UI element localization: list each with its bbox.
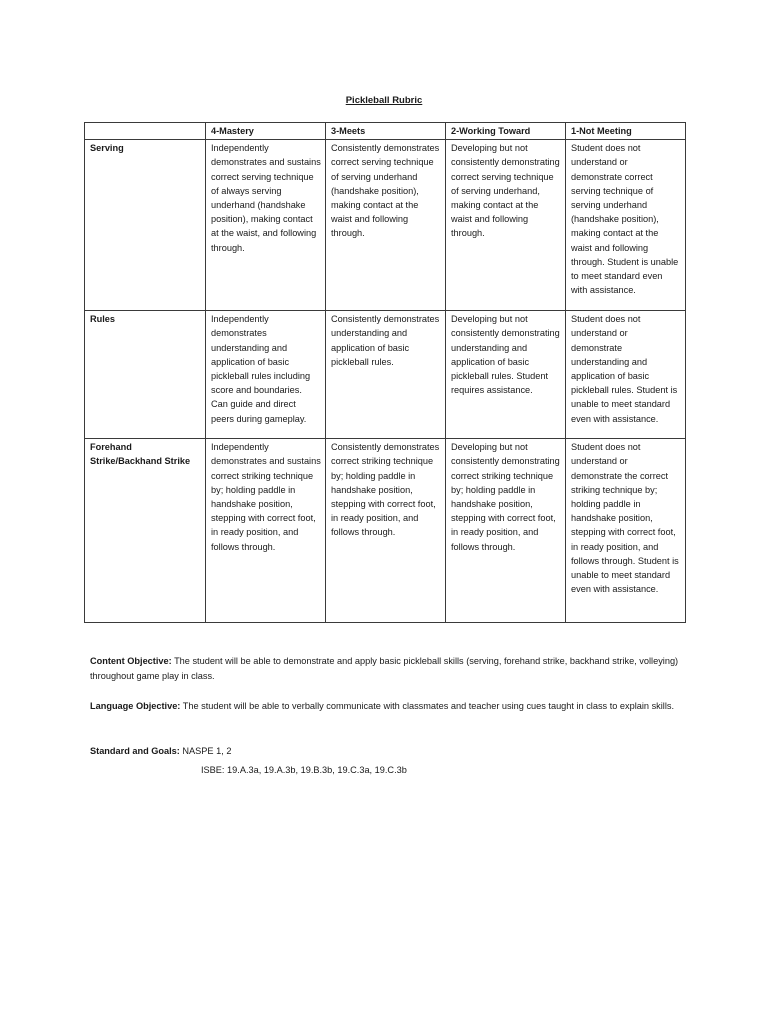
table-cell: Student does not understand or demonstrate the correct striking technique by; holding paddle in handshake position, stepping with correct foot, in ready position, and follows through. Student is unable to meet standard even with assistance. <box>566 439 686 623</box>
table-cell: Student does not understand or demonstrate understanding and application of basic pickleball rules. Student is unable to meet standard even with assistance. <box>566 311 686 439</box>
header-working-toward: 2-Working Toward <box>446 123 566 140</box>
content-objective-label: Content Objective: <box>90 656 172 666</box>
header-blank <box>85 123 206 140</box>
table-cell: Independently demonstrates understanding and application of basic pickleball rules including score and boundaries. Can guide and direct peers during gameplay. <box>206 311 326 439</box>
language-objective-label: Language Objective: <box>90 701 181 711</box>
standards-text: NASPE 1, 2 <box>179 746 232 756</box>
rubric-header-row <box>85 123 686 140</box>
table-cell: Developing but not consistently demonstrating understanding and application of basic pickleball rules. Student requires assistance. <box>446 311 566 439</box>
standards-label: Standard and Goals: <box>90 746 180 756</box>
table-cell: Developing but not consistently demonstrating correct serving technique of serving underhand, making contact at the waist and following through. <box>446 140 566 311</box>
table-cell: Consistently demonstrates correct serving technique of serving underhand (handshake position), making contact at the waist and following through. <box>326 140 446 311</box>
header-not-meeting: 1-Not Meeting <box>566 123 686 140</box>
standards-and-goals <box>90 744 690 759</box>
language-objective <box>90 699 690 714</box>
table-row <box>85 439 686 623</box>
header-mastery: 4-Mastery <box>206 123 326 140</box>
table-cell: Independently demonstrates and sustains correct serving technique of always serving underhand (handshake position), making contact at the waist, and following through. <box>206 140 326 311</box>
content-objective <box>90 654 690 684</box>
table-cell: Developing but not consistently demonstrating correct striking technique by; holding paddle in handshake position, stepping with correct foot, in ready position, and follows through. <box>446 439 566 623</box>
rubric-table <box>84 122 686 623</box>
document-title: Pickleball Rubric <box>345 95 423 106</box>
table-cell: Independently demonstrates and sustains correct striking technique by; holding paddle in handshake position, stepping with correct foot, in ready position, and follows through. <box>206 439 326 623</box>
table-row <box>85 311 686 439</box>
table-cell: Consistently demonstrates understanding and application of basic pickleball rules. <box>326 311 446 439</box>
table-cell: Consistently demonstrates correct striking technique by; holding paddle in handshake position, stepping with correct foot, in ready position, and follows through. <box>326 439 446 623</box>
table-cell: Student does not understand or demonstrate correct serving technique of serving underhand (handshake position), making contact at the waist and following through. Student is unable to meet standard even with assistance. <box>566 140 686 311</box>
content-objective-text: The student will be able to demonstrate and apply basic pickleball skills (serving, forehand strike, backhand strike, volleying) throughout game play in class. <box>90 656 679 681</box>
table-row <box>85 140 686 311</box>
isbe-standards: ISBE: 19.A.3a, 19.A.3b, 19.B.3b, 19.C.3a, 19.C.3b <box>201 765 407 775</box>
header-meets: 3-Meets <box>326 123 446 140</box>
row-label-serving: Serving <box>85 140 206 311</box>
row-label-rules: Rules <box>85 311 206 439</box>
language-objective-text: The student will be able to verbally communicate with classmates and teacher using cues taught in class to explain skills. <box>180 701 675 711</box>
row-label-forehand-backhand: Forehand Strike/Backhand Strike <box>85 439 206 623</box>
